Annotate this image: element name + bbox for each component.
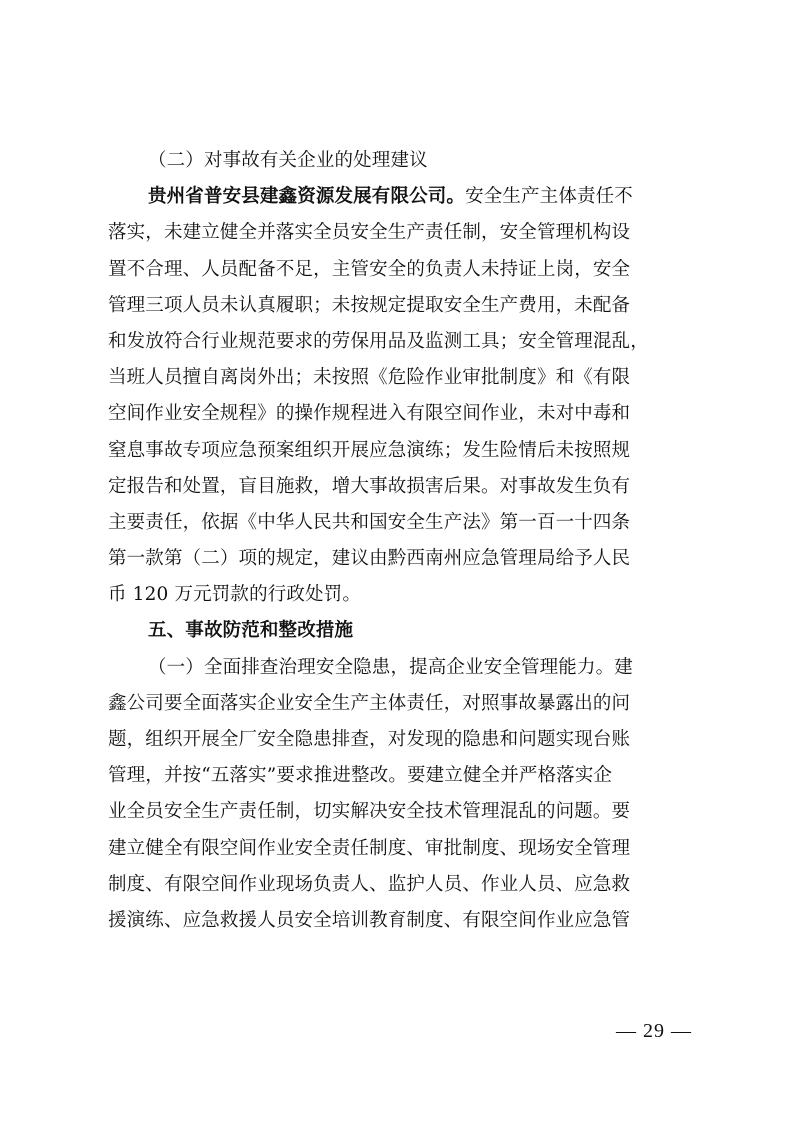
paragraph-line: 窒息事故专项应急预案组织开展应急演练；发生险情后未按照规 [108,439,631,461]
paragraph-line: 管理，并按“五落实”要求推进整改。要建立健全并严格落实企 [108,765,613,787]
paragraph-line: 制度、有限空间作业现场负责人、监护人员、作业人员、应急救 [108,873,631,895]
paragraph-line: 业全员安全生产责任制，切实解决安全技术管理混乱的问题。要 [108,801,631,823]
paragraph-line: 空间作业安全规程》的操作规程进入有限空间作业，未对中毒和 [108,403,631,425]
paragraph-line: 管理三项人员未认真履职；未按规定提取安全生产费用，未配备 [108,294,631,316]
page-number: — 29 — [616,1020,692,1042]
subsection-heading: （一）全面排查治理安全隐患，提高企业安全管理能力。 [148,656,615,678]
paragraph-line: 定报告和处置，盲目施救，增大事故损害后果。对事故发生负有 [108,475,631,497]
paragraph-line [108,650,692,686]
paragraph-line: 题，组织开展全厂安全隐患排查，对发现的隐患和问题实现台账 [108,729,631,750]
paragraph-line: 援演练、应急救援人员安全培训教育制度、有限空间作业应急管 [108,909,631,931]
paragraph-text: 建 [614,656,633,678]
section-heading-prevention-measures: 五、事故防范和整改措施 [148,620,354,642]
company-name: 贵州省普安县建鑫资源发展有限公司。 [148,186,466,208]
paragraph-line: 币 120 万元罚款的行政处罚。 [108,584,361,606]
paragraph-line: 主要责任，依据《中华人民共和国安全生产法》第一百一十四条 [108,511,631,533]
document-body [108,143,692,939]
paragraph-line: 和发放符合行业规范要求的劳保用品及监测工具；安全管理混乱， [108,330,649,352]
paragraph-line: 落实，未建立健全并落实全员安全生产责任制，安全管理机构设 [108,222,631,244]
paragraph-line: 鑫公司要全面落实企业安全生产主体责任，对照事故暴露出的问 [108,692,631,714]
paragraph-line: 置不合理、人员配备不足，主管安全的负责人未持证上岗，安全 [108,258,631,280]
section-heading-handling-suggestions: （二）对事故有关企业的处理建议 [148,150,428,171]
paragraph-text: 安全生产主体责任不 [465,186,633,208]
paragraph-line: 第一款第（二）项的规定，建议由黔西南州应急管理局给予人民 [108,548,631,570]
paragraph-line [108,179,692,215]
paragraph-line: 建立健全有限空间作业安全责任制度、审批制度、现场安全管理 [108,837,631,859]
paragraph-line: 当班人员擅自离岗外出；未按照《危险作业审批制度》和《有限 [108,367,631,389]
